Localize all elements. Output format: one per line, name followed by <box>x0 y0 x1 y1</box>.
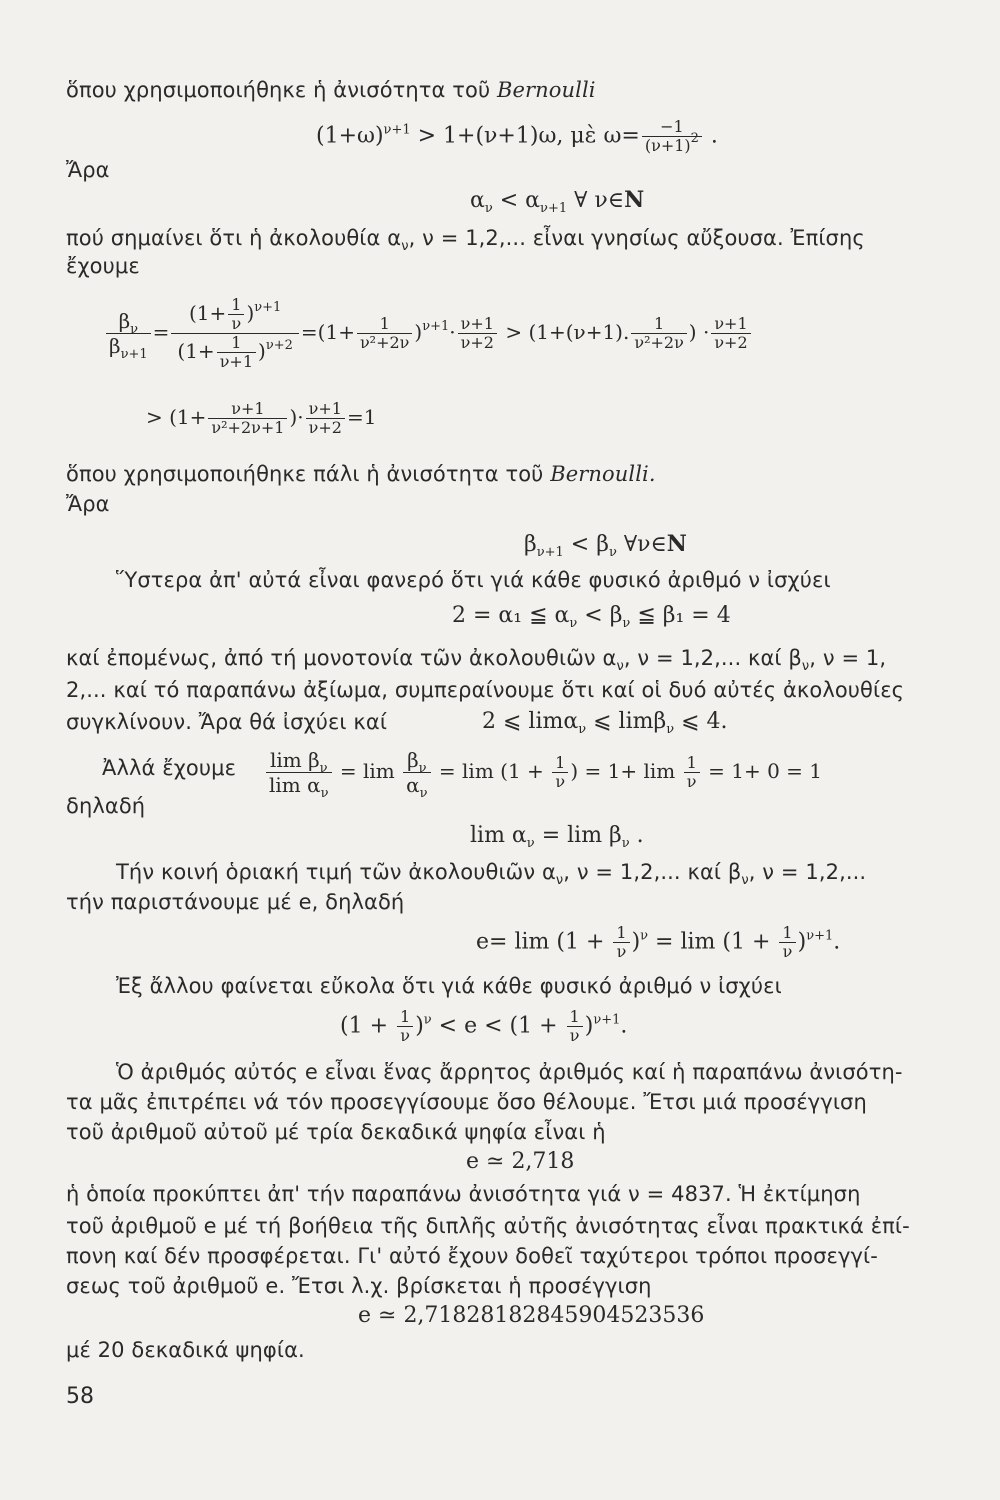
s: ν <box>801 659 810 674</box>
f: (1+ <box>188 301 227 325</box>
text-span: , ν = 1, <box>809 646 887 670</box>
s: ν <box>484 201 493 216</box>
f: lim α <box>470 823 527 848</box>
text-span: τοῦ ἀριθμοῦ e μέ τή βοήθεια τῆς διπλῆς αὐτῆς ἀνισότητας εἶναι πρακτικά ἐπί- <box>66 1214 910 1238</box>
s: ν <box>555 873 564 888</box>
text-line <box>66 644 886 672</box>
text-span: Ἀλλά ἔχουμε <box>102 756 237 780</box>
n <box>266 748 332 776</box>
n: 1 <box>228 296 244 315</box>
s: ν+1 <box>540 201 568 216</box>
f: = lim <box>333 759 402 783</box>
n: 1 <box>217 334 256 353</box>
f: · <box>449 320 456 344</box>
s: ν <box>622 616 631 631</box>
n: 1 <box>631 315 686 334</box>
d: ν <box>555 772 566 791</box>
f: α <box>406 773 420 797</box>
text-line-bernoulli-intro <box>66 76 596 104</box>
text-line <box>66 1118 606 1146</box>
s: ν+1 <box>536 545 564 560</box>
f: = lim β <box>534 823 622 848</box>
frac <box>711 315 750 352</box>
f: lim α <box>269 773 321 797</box>
big-fraction <box>171 296 299 371</box>
text-span: καί ἐπομένως, ἀπό τή μονοτονία τῶν ἀκολουθιῶν α <box>66 646 617 670</box>
text-span: τοῦ ἀριθμοῦ αὐτοῦ μέ τρία δεκαδικά ψηφία εἶναι ἡ <box>66 1120 606 1144</box>
d: ν <box>616 942 627 961</box>
bernoulli-name: Bernoulli. <box>550 462 656 486</box>
frac <box>208 400 287 437</box>
limit-bounds-formula <box>482 708 728 736</box>
d: ν+1 <box>219 352 254 371</box>
denominator <box>642 131 702 155</box>
denominator: (1+ $\frac{1}{\nu+1}$ )$^{\nu+2}$ <box>177 333 293 371</box>
s: ν <box>741 873 749 888</box>
s: ν <box>569 616 578 631</box>
d: ν <box>231 314 242 333</box>
f: . <box>629 823 644 848</box>
f: =1 <box>346 405 377 429</box>
f: =(1+ <box>300 320 355 344</box>
text-span: Τήν κοινή ὁριακή τιμή τῶν ἀκολουθιῶν α <box>116 860 556 884</box>
e: ν+1 <box>593 1012 621 1028</box>
formula-end: . <box>703 123 718 149</box>
frac <box>306 400 345 437</box>
d: ν²+2ν <box>359 333 410 352</box>
n: ν+1 <box>306 400 345 419</box>
s: ν <box>666 722 675 737</box>
f: ∀ν∈ <box>616 532 667 557</box>
naturals-symbol: N <box>666 531 687 557</box>
f: > (1+ <box>146 405 207 429</box>
e-approx-20-decimals <box>358 1302 704 1330</box>
e-bounds-formula: (1 + $\frac{1}{\nu}$ )$^\nu$ < e < (1 + $\frac{1}{\nu}$ )$^{\nu+1}$. <box>340 1007 628 1045</box>
f: < β <box>563 532 609 557</box>
f: < e < (1 + <box>431 1013 565 1039</box>
text-span: τα μᾶς ἐπιτρέπει νά τόν προσεγγίσουμε ὅσο θέλουμε. Ἔτσι μιά προσέγγιση <box>66 1090 867 1114</box>
text-line <box>66 708 387 736</box>
f: e ≃ 2,718 <box>466 1149 575 1174</box>
f: = lim (1 + <box>432 759 551 783</box>
text-line <box>116 1058 903 1086</box>
d: ν <box>569 1026 580 1045</box>
e-approx-3-decimals <box>466 1148 574 1176</box>
s: ν <box>401 239 409 254</box>
f: 2 ⩽ limα <box>482 709 579 734</box>
f: β <box>407 748 419 772</box>
text-span: δηλαδή <box>66 794 146 818</box>
frac <box>567 1008 583 1045</box>
d: ν+2 <box>714 333 748 352</box>
f: α <box>470 188 485 213</box>
text-span: , ν = 1,2,... εἶναι γνησίως αὔξουσα. Ἐπίσης <box>408 226 865 250</box>
formula-part: (1+ω) <box>316 123 384 149</box>
s: ν <box>419 786 428 801</box>
naturals-symbol: N <box>624 187 645 213</box>
beta-ratio <box>106 309 151 362</box>
limit-ratio-formula <box>264 748 822 801</box>
f: = 1+ 0 = 1 <box>701 759 822 783</box>
text-line <box>66 888 404 916</box>
text-line <box>66 1088 867 1116</box>
text-span: 2,... καί τό παραπάνω ἀξίωμα, συμπεραίνουμε ὅτι καί οἱ δυό αὐτές ἀκολουθίες <box>66 678 905 702</box>
frac <box>458 315 497 352</box>
text-span: Ἐξ ἄλλου φαίνεται εὔκολα ὅτι γιά κάθε φυσικό ἀριθμό ν ἰσχύει <box>116 974 782 998</box>
e-definition-formula: e= lim (1 + $\frac{1}{\nu}$ )$^\nu$ = lim (1 + $\frac{1}{\nu}$ )$^{\nu+1}$. <box>476 923 841 961</box>
f: > (1+(ν+1). <box>498 320 630 344</box>
f: (1 + <box>340 1013 395 1039</box>
numerator: (1+ $\frac{1}{\nu}$ )$^{\nu+1}$ <box>171 296 299 334</box>
frac <box>403 748 430 801</box>
fraction-omega <box>642 118 702 155</box>
text-span: ὅπου χρησιμοποιήθηκε ἡ ἀνισότητα τοῦ <box>66 78 497 102</box>
n: 1 <box>613 924 629 943</box>
exponent: ν+1 <box>383 122 411 138</box>
d: ν <box>782 942 793 961</box>
f: < α <box>492 188 541 213</box>
text-span: συγκλίνουν. Ἄρα θά ἰσχύει καί <box>66 710 388 734</box>
den-exponent: 2 <box>690 131 699 146</box>
s: ν <box>621 836 630 851</box>
f: ⩽ limβ <box>586 709 667 734</box>
e: ν+1 <box>806 928 834 944</box>
d <box>403 773 430 801</box>
page-number: 58 <box>66 1384 94 1409</box>
frac <box>684 754 700 791</box>
frac <box>631 315 686 352</box>
s: ν <box>130 322 139 337</box>
frac <box>397 1008 413 1045</box>
f: . <box>833 929 841 955</box>
d: ν <box>686 772 697 791</box>
d: ν+2 <box>460 333 494 352</box>
limits-equal-formula <box>470 822 644 850</box>
text-line <box>66 792 145 820</box>
d: ν <box>400 1026 410 1045</box>
frac <box>217 334 256 371</box>
f: ∀ ν∈ <box>567 188 625 213</box>
beta-ratio-formula: $\frac{\beta_\nu}{\beta_{\nu+1}}$ = (1+ $\frac{1}{\nu}$ )$^{\nu+1}$ (1+ $\frac{1}{\nu+1}$ )$^{\nu+2}$ =(1+ $\frac{1}{\text{ν²+2ν}}$ )$^{\nu+1}$· $\frac{\nu+1}{\nu+2}$ > (1+(ν+1). $\frac{1}{\text{ν²+2ν}}$ ) · $\frac{\nu+1}{\nu+2}$ <box>104 296 753 371</box>
f: lim β <box>269 748 320 772</box>
text-line <box>116 972 782 1000</box>
s: ν <box>608 545 617 560</box>
f: 2 = α₁ ≦ α <box>452 603 570 628</box>
text-span: πονη καί δέν προσφέρεται. Γι' αὐτό ἔχουν δοθεῖ ταχύτεροι τρόποι προσεγγί- <box>66 1244 878 1268</box>
f: β <box>118 309 131 333</box>
d: ν²+2ν+1 <box>211 418 285 437</box>
s: ν <box>578 722 587 737</box>
f: < β <box>577 603 623 628</box>
text-line <box>66 1272 652 1300</box>
text-span: Ὁ ἀριθμός αὐτός e εἶναι ἕνας ἄρρητος ἀριθμός καί ἡ παραπάνω ἀνισότη- <box>116 1060 903 1084</box>
text-span: ἔχουμε <box>66 254 140 278</box>
n: 1 <box>552 754 568 773</box>
f: e= lim (1 + <box>476 929 612 955</box>
frac <box>613 924 629 961</box>
f: e ≃ 2,71828182845904523536 <box>358 1303 705 1328</box>
bernoulli-name: Bernoulli <box>496 78 596 102</box>
n: 1 <box>357 315 412 334</box>
s: ν <box>320 786 329 801</box>
n: 1 <box>684 754 700 773</box>
text-span: Ἄρα <box>66 158 110 182</box>
text-span: Ὕστερα ἀπ' αὐτά εἶναι φανερό ὅτι γιά κάθε φυσικό ἀριθμό ν ἰσχύει <box>116 568 831 592</box>
n: 1 <box>397 1008 413 1027</box>
ara-label <box>66 490 110 518</box>
text-span: , ν = 1,2,... καί β <box>623 646 802 670</box>
n: ν+1 <box>711 315 750 334</box>
frac <box>779 924 795 961</box>
text-span: Ἄρα <box>66 492 110 516</box>
text-line <box>66 676 904 704</box>
bernoulli-inequality-formula <box>316 118 718 155</box>
d: ν²+2ν <box>634 333 684 352</box>
text-span: σεως τοῦ ἀριθμοῦ e. Ἔτσι λ.χ. βρίσκεται ἡ προσέγγιση <box>66 1274 652 1298</box>
e: ν+1 <box>254 300 282 315</box>
n: ν+1 <box>458 315 497 334</box>
text-line <box>102 754 236 782</box>
s: ν <box>418 761 427 776</box>
text-span: μέ 20 δεκαδικά ψηφία. <box>66 1338 305 1362</box>
frac <box>228 296 244 333</box>
n: 1 <box>567 1008 583 1027</box>
text-span: πού σημαίνει ὅτι ἡ ἀκολουθία α <box>66 226 402 250</box>
text-line <box>66 224 865 252</box>
f: ≦ β₁ = 4 <box>630 603 731 628</box>
text-line <box>116 858 866 886</box>
f: β <box>524 532 537 557</box>
numerator: −1 <box>642 118 702 137</box>
f: ) · <box>688 320 710 344</box>
text-span: τήν παριστάνουμε μέ e, δηλαδή <box>66 890 405 914</box>
beta-ratio-bound <box>146 400 376 437</box>
frac <box>552 754 568 791</box>
f: )· <box>289 405 304 429</box>
formula-part: > 1+(ν+1)ω, μὲ ω= <box>410 123 640 149</box>
e: ν+1 <box>422 319 450 334</box>
d <box>266 773 332 801</box>
n: 1 <box>779 924 795 943</box>
text-line <box>66 1180 861 1208</box>
f: ) = 1+ lim <box>570 759 682 783</box>
s: ν <box>526 836 535 851</box>
e: ν+2 <box>265 338 293 353</box>
text-line <box>66 1212 910 1240</box>
beta-decreasing-formula <box>524 530 687 559</box>
numerator <box>106 309 151 337</box>
n <box>403 748 430 776</box>
f: ⩽ 4. <box>674 709 728 734</box>
s: ν <box>319 761 328 776</box>
text-line <box>66 1336 305 1364</box>
frac <box>357 315 412 352</box>
s: ν <box>616 659 624 674</box>
f: (1+ <box>177 339 215 363</box>
e: ν <box>423 1012 432 1028</box>
text-span: , ν = 1,2,... καί β <box>563 860 742 884</box>
d: ν+2 <box>308 418 342 437</box>
text-line <box>66 1242 878 1270</box>
text-span: ὅπου χρησιμοποιήθηκε πάλι ἡ ἀνισότητα τοῦ <box>66 462 551 486</box>
text-line <box>66 460 656 488</box>
f: = lim (1 + <box>648 929 778 955</box>
frac <box>266 748 332 801</box>
text-span: ἡ ὁποία προκύπτει ἀπ' τήν παραπάνω ἀνισότητα γιά ν = 4837. Ἡ ἐκτίμηση <box>66 1182 861 1206</box>
den-part: (ν+1) <box>644 136 691 155</box>
text-line <box>116 566 831 594</box>
denominator <box>106 334 151 362</box>
text-span: , ν = 1,2,... <box>748 860 867 884</box>
s: ν+1 <box>120 347 148 362</box>
ara-label <box>66 156 110 184</box>
f: . <box>620 1013 628 1039</box>
e: ν <box>640 928 649 944</box>
alpha-increasing-formula <box>470 186 644 215</box>
text-line <box>66 252 140 280</box>
bounds-formula <box>452 602 731 630</box>
f: β <box>109 334 121 358</box>
n: ν+1 <box>208 400 287 419</box>
